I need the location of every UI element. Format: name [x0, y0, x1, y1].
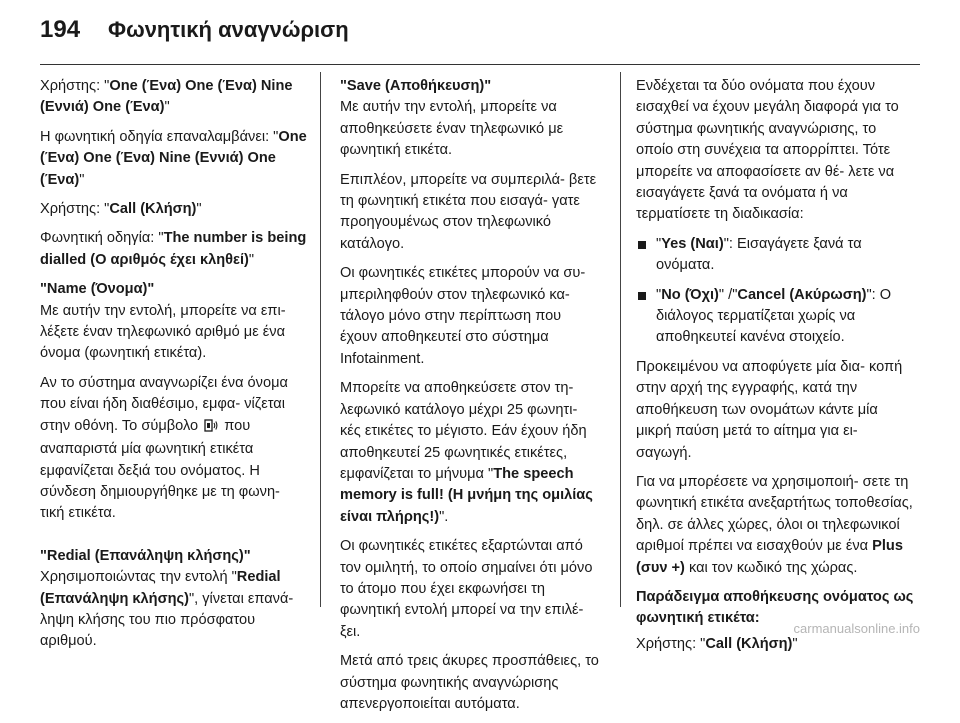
paragraph: Οι φωνητικές ετικέτες μπορούν να συ- μπεριληφθούν στον τηλεφωνικό κα- τάλογο μόνο στην περίπτωση που έχουν αποθηκευτεί στο σύστημα Infotainment. [340, 265, 586, 367]
paragraph: Χρησιμοποιώντας την εντολή "Redial (Επανάληψη κλήσης)", γίνεται επανά- ληψη κλήσης του πιο πρόσφατου αριθμού. [40, 569, 294, 650]
column-3 [636, 76, 914, 663]
voice-tag-speaker-icon [204, 418, 218, 439]
paragraph: Χρήστης: "One (Ένα) One (Ένα) Nine (Εννιά) One (Ένα)" [40, 78, 293, 116]
paragraph: Ενδέχεται τα δύο ονόματα που έχουν εισαχθεί να έχουν μεγάλη διαφορά για το σύστημα φωνητικής αναγνώρισης, το οποίο στη συνέχεια τα απορρίπτει. Τότε μπορείτε να αποφασίσετε αν θέ- λετε να εισαγάγετε ξανά τα ονόματα ή να τερματίσετε τη διαδικασία: [636, 78, 899, 223]
section-heading: "Name (Όνομα)" [40, 281, 155, 298]
paragraph: Προκειμένου να αποφύγετε μία δια- κοπή στην αρχή της εγγραφής, κατά την αποθήκευση των ονομάτων κάντε μία μικρή παύση μετά το αίτημα για ει- σαγωγή. [636, 358, 903, 461]
section-heading: "Redial (Επανάληψη κλήσης)" [40, 547, 251, 564]
column-divider-2 [620, 72, 621, 607]
paragraph: Χρήστης: "Call (Κλήση)" [636, 635, 798, 652]
paragraph: Μπορείτε να αποθηκεύσετε στον τη- λεφωνικό κατάλογο μέχρι 25 φωνητι- κές ετικέτες το μέγιστο. Εάν έχουν ήδη αποθηκευτεί 25 φωνητικές ετικέτες, εμφανίζεται το μήνυμα "The speech memory is full! (Η μνήμη της ομιλίας είναι πλήρης!)". [340, 380, 593, 525]
bullet-square-icon [638, 292, 646, 300]
column-divider-1 [320, 72, 321, 607]
paragraph: Χρήστης: "Call (Κλήση)" [40, 201, 202, 218]
bullet-square-icon [638, 241, 646, 249]
paragraph: Η φωνητική οδηγία επαναλαμβάνει: "One (Ένα) One (Ένα) Nine (Εννιά) One (Ένα)" [40, 128, 307, 188]
paragraph: Αν το σύστημα αναγνωρίζει ένα όνομα που είναι ήδη διαθέσιμο, εμφα- νίζεται στην οθόνη. Το σύμβολο που αναπαριστά μία φωνητική ετικέτα εμφανίζεται δεξιά του ονόματος. Η σύνδεση δημιουργήθηκε με τη φωνη- τική ετικέτα. [40, 374, 288, 522]
paragraph: Με αυτήν την εντολή, μπορείτε να επι- λέξετε έναν τηλεφωνικό αριθμό με ένα όνομα (φωνητική ετικέτα). [40, 302, 286, 362]
page-title: Φωνητική αναγνώριση [108, 17, 349, 42]
column-1 [40, 76, 308, 661]
header-rule [40, 64, 920, 65]
page-number: 194 [40, 16, 81, 43]
list-item: "No (Όχι)" /"Cancel (Ακύρωση)": Ο διάλογος τερματίζεται χωρίς να αποθηκευτεί κανένα στοιχείο. [636, 285, 914, 349]
watermark: carmanualsonline.info [793, 621, 920, 636]
section-heading: Παράδειγμα αποθήκευσης ονόματος ως φωνητική ετικέτα: [636, 588, 914, 627]
paragraph: Μετά από τρεις άκυρες προσπάθειες, το σύστημα φωνητικής αναγνώρισης απενεργοποιείται αυτόματα. [340, 653, 599, 712]
page-header [40, 8, 349, 52]
list-item: "Yes (Ναι)": Εισαγάγετε ξανά τα ονόματα. [636, 234, 914, 277]
paragraph: Για να μπορέσετε να χρησιμοποιή- σετε τη φωνητική ετικέτα ανεξαρτήτως τοποθεσίας, δηλ. σε άλλες χώρες, όλοι οι τηλεφωνικοί αριθμοί πρέπει να εισαχθούν με ένα Plus (συν +) και τον κωδικό της χώρας. [636, 473, 913, 576]
section-heading: "Save (Αποθήκευση)" [340, 78, 492, 94]
paragraph: Επιπλέον, μπορείτε να συμπεριλά- βετε τη φωνητική ετικέτα που εισαγά- γατε προηγουμένως στον τηλεφωνικό κατάλογο. [340, 171, 597, 252]
paragraph: Με αυτήν την εντολή, μπορείτε να αποθηκεύσετε έναν τηλεφωνικό με φωνητική ετικέτα. [340, 99, 564, 159]
column-2 [340, 76, 602, 723]
paragraph: Οι φωνητικές ετικέτες εξαρτώνται από τον ομιλητή, το οποίο σημαίνει ότι μόνο το άτομο που έχει εκφωνήσει τη φωνητική εντολή μπορεί να την επιλέ- ξει. [340, 538, 593, 640]
paragraph: Φωνητική οδηγία: "The number is being dialled (Ο αριθμός έχει κληθεί)" [40, 230, 307, 268]
